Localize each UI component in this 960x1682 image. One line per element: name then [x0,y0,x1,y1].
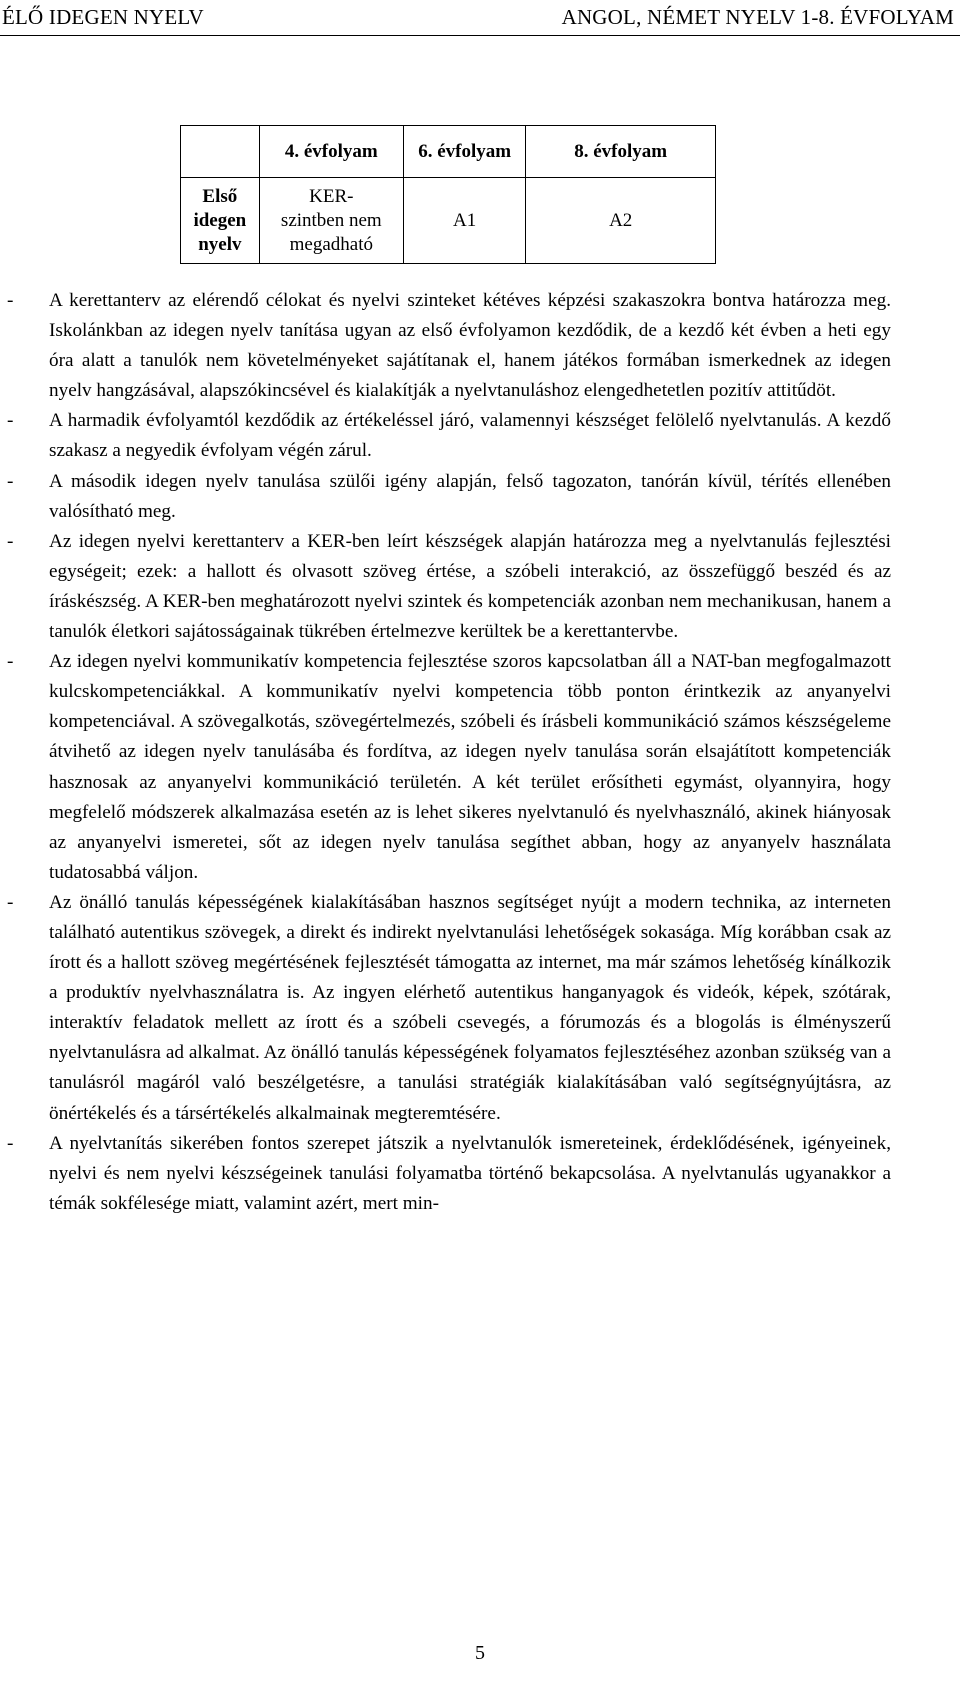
paragraph-text: A nyelvtanítás sikerében fontos szerepet játszik a nyelvtanulók ismereteinek, érdeklődésének, igényeinek, nyelvi és nem nyelvi készségeinek tanulási folyamatba történő bekapcsolása. A nyelvtanulás ugyanakkor a témák sokfélesége miatt, valamint azért, mert min- [49,1132,891,1214]
table-corner-cell [181,126,260,178]
grade-8-header: 8. évfolyam [526,126,716,178]
bullet-paragraph [7,647,891,888]
paragraph-text: A második idegen nyelv tanulása szülői igény alapján, felső tagozaton, tanórán kívül, térítés ellenében valósítható meg. [49,470,891,522]
grade-8-level: A2 [526,178,716,264]
page-number: 5 [475,1642,485,1664]
bullet-paragraph [7,888,891,1129]
paragraph-text: Az idegen nyelvi kommunikatív kompetencia fejlesztése szoros kapcsolatban áll a NAT-ban megfogalmazott kulcskompetenciákkal. A kommunikatív nyelvi kompetencia több ponton érintkezik az anyanyelvi kompetenciával. A szövegalkotás, szövegértelmezés, szóbeli és írásbeli kommunikáció számos készségeleme átvihető az idegen nyelv tanulásába és fordítva, az idegen nyelv tanulása során elsajátított kompetenciák hasznosak az anyanyelvi kommunikáció területén. A két terület erősítheti egymást, olyannyira, hogy megfelelő módszerek alkalmazása esetén az is lehet sikeres nyelvtanuló és nyelvhasználó, akinek hiányosak az anyanyelvi ismeretei, sőt az idegen nyelv tanulása segíthet abban, hogy az anyanyelv használata tudatosabbá váljon. [49,651,891,883]
paragraph-text: Az idegen nyelvi kerettanterv a KER-ben leírt készségek alapján határozza meg a nyelvtanulás fejlesztési egységeit; ezek: a hallott és olvasott szöveg értése, a szóbeli interakció, az összefüggő beszéd és az íráskészség. A KER-ben meghatározott nyelvi szintek és kompetenciák azonban nem mechanikusan, hanem a tanulók életkori sajátosságainak tükrében értelmezve kerültek be a kerettantervbe. [49,530,891,643]
bullet-dash: - [7,651,14,673]
body-text [7,286,891,1219]
bullet-dash: - [7,470,14,492]
header-rule [0,35,960,36]
bullet-paragraph [7,467,891,527]
bullet-dash: - [7,891,14,913]
grade-level-table [180,125,716,264]
paragraph-text: A harmadik évfolyamtól kezdődik az értékeléssel járó, valamennyi készséget felölelő nyelvtanulás. A kezdő szakasz a negyedik évfolyam végén zárul. [49,410,891,462]
grade-6-header: 6. évfolyam [403,126,525,178]
bullet-paragraph [7,527,891,647]
grade-4-header: 4. évfolyam [259,126,403,178]
table-header-row [181,126,716,178]
bullet-paragraph [7,406,891,466]
bullet-dash: - [7,290,14,311]
paragraph-text: Az önálló tanulás képességének kialakításában hasznos segítséget nyújt a modern technika, az interneten található autentikus szövegek, a direkt és indirekt nyelvtanulási lehetőségek sokasága. Míg korábban csak az írott és a hallott szöveg megértésének fejlesztését támogatta az internet, ma már számos lehetőség kínálkozik a produktív nyelvhasználatra is. Az ingyen elérhető autentikus hanganyagok és videók, képek, szótárak, interaktív feladatok mellett az írott és a szóbeli csevegés, a fórumozás és a blogolás is élményszerű nyelvtanulásra ad alkalmat. Az önálló tanulás képességének folyamatos fejlesztéséhez azonban szükség van a tanulásról magáról való beszélgetésre, a tanulási stratégiák kialakításában való segítségnyújtásra, az önértékelés és a társértékelés alkalmainak megteremtésére. [49,891,891,1124]
grade-4-level: KER- szintben nem megadható [259,178,403,264]
grade-6-level: A1 [403,178,525,264]
row-label-first-foreign-language: Első idegen nyelv [181,178,260,264]
paragraph-text: A kerettanterv az elérendő célokat és nyelvi szinteket kétéves képzési szakaszokra bontva határozza meg. Iskolánkban az idegen nyelv tanítása ugyan az első évfolyamon kezdődik, de a kezdő két évben a heti egy óra alatt a tanulók nem követelményeket sajátítanak el, hanem játékos formában ismerkednek az idegen nyelv hangzásával, alapszókincsével és kialakítják a nyelvtanuláshoz elengedhetetlen pozitív attitűdöt. [49,290,891,402]
table-row [181,178,716,264]
bullet-dash: - [7,530,14,552]
header-left-title: ÉLŐ IDEGEN NYELV [2,5,204,29]
bullet-paragraph [7,286,891,406]
bullet-dash: - [7,410,14,432]
bullet-paragraph [7,1129,891,1219]
bullet-dash: - [7,1132,14,1154]
page-header [0,0,960,38]
header-right-title: ANGOL, NÉMET NYELV 1-8. ÉVFOLYAM [561,5,954,29]
